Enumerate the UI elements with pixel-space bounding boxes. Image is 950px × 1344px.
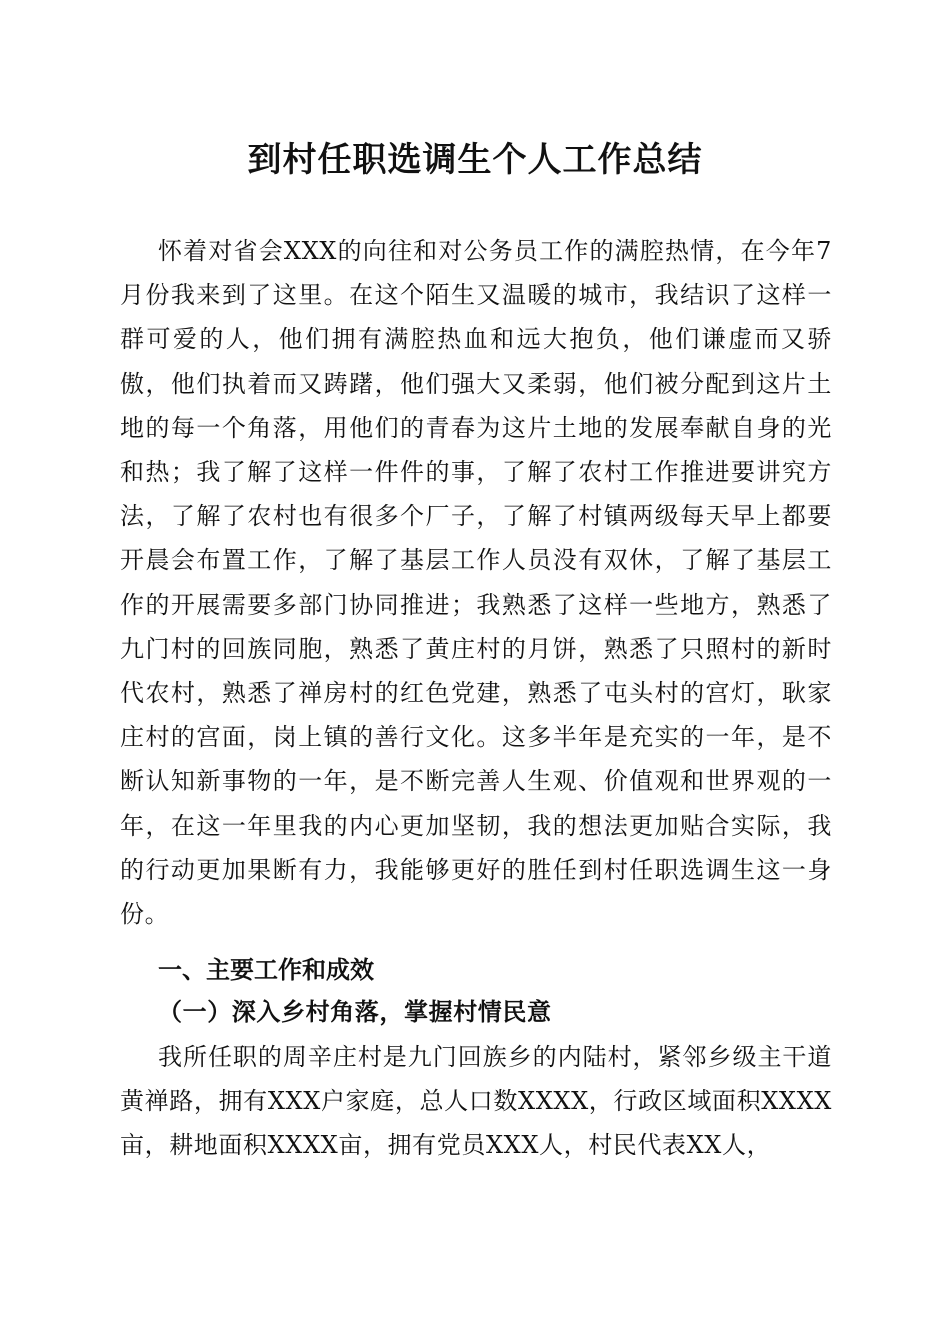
document-title: 到村任职选调生个人工作总结 bbox=[247, 140, 703, 180]
section-heading: 一、主要工作和成效 bbox=[158, 956, 374, 984]
subsection-heading: （一）深入乡村角落，掌握村情民意 bbox=[158, 997, 552, 1026]
work-paragraph: 我所任职的周辛庄村是九门回族乡的内陆村，紧邻乡级主干道黄禅路，拥有XXX户家庭，总人口数XXXX，行政区域面积XXXX亩，耕地面积XXXX亩，拥有党员XXX人，村民代表XX人， bbox=[120, 1043, 832, 1160]
intro-paragraph: 怀着对省会XXX的向往和对公务员工作的满腔热情，在今年7月份我来到了这里。在这个陌生又温暖的城市，我结识了这样一群可爱的人，他们拥有满腔热血和远大抱负，他们谦虚而又骄傲，他们执着而又踌躇，他们强大又柔弱，他们被分配到这片土地的每一个角落，用他们的青春为这片土地的发展奉献自身的光和热；我了解了这样一件件的事，了解了农村工作推进要讲究方法，了解了农村也有很多个厂子，了解了村镇两级每天早上都要开晨会布置工作，了解了基层工作人员没有双休，了解了基层工作的开展需要多部门协同推进；我熟悉了这样一些地方，熟悉了九门村的回族同胞，熟悉了黄庄村的月饼，熟悉了只照村的新时代农村，熟悉了禅房村的红色党建，熟悉了屯头村的宫灯，耿家庄村的宫面，岗上镇的善行文化。这多半年是充实的一年，是不断认知新事物的一年，是不断完善人生观、价值观和世界观的一年，在这一年里我的内心更加坚韧，我的想法更加贴合实际，我的行动更加果断有力，我能够更好的胜任到村任职选调生这一身份。 bbox=[120, 237, 832, 929]
